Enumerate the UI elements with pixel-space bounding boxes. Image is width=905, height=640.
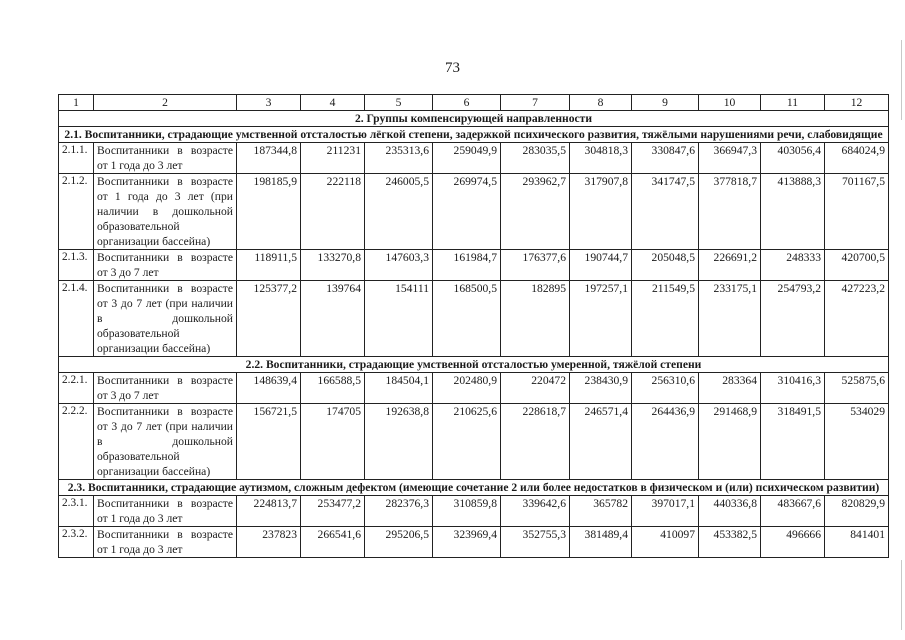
value-cell: 139764: [301, 281, 365, 357]
table-row: [59, 404, 889, 480]
table-row: [59, 373, 889, 404]
value-cell: 410097: [632, 527, 699, 558]
value-cell: 339642,6: [501, 496, 570, 527]
header-cell: 7: [501, 95, 570, 111]
value-cell: 397017,1: [632, 496, 699, 527]
table-row: [59, 281, 889, 357]
value-cell: 304818,3: [570, 143, 632, 174]
table-row: [59, 496, 889, 527]
value-cell: 133270,8: [301, 250, 365, 281]
subgroup-title: 2.2. Воспитанники, страдающие умственной отсталостью умеренной, тяжёлой степени: [59, 357, 889, 373]
value-cell: 187344,8: [237, 143, 301, 174]
value-cell: 684024,9: [825, 143, 889, 174]
row-code: 2.1.1.: [59, 143, 94, 174]
value-cell: 820829,9: [825, 496, 889, 527]
scan-edge-mark: [901, 560, 902, 630]
value-cell: 317907,8: [570, 174, 632, 250]
row-description: Воспитанники в возрасте от 3 до 7 лет: [94, 373, 237, 404]
value-cell: 283035,5: [501, 143, 570, 174]
value-cell: 256310,6: [632, 373, 699, 404]
value-cell: 483667,6: [761, 496, 825, 527]
table-row: [59, 250, 889, 281]
subgroup-title-row: [59, 127, 889, 143]
value-cell: 192638,8: [365, 404, 433, 480]
value-cell: 125377,2: [237, 281, 301, 357]
header-cell: 11: [761, 95, 825, 111]
value-cell: 168500,5: [433, 281, 501, 357]
value-cell: 534029: [825, 404, 889, 480]
header-cell: 6: [433, 95, 501, 111]
value-cell: 154111: [365, 281, 433, 357]
row-code: 2.3.1.: [59, 496, 94, 527]
header-cell: 1: [59, 95, 94, 111]
row-code: 2.1.2.: [59, 174, 94, 250]
row-code: 2.1.3.: [59, 250, 94, 281]
value-cell: 295206,5: [365, 527, 433, 558]
value-cell: 366947,3: [699, 143, 761, 174]
value-cell: 453382,5: [699, 527, 761, 558]
value-cell: 310859,8: [433, 496, 501, 527]
row-description: Воспитанники в возрасте от 3 до 7 лет (при наличии в дошкольной образовательной организации бассейна): [94, 281, 237, 357]
header-cell: 2: [94, 95, 237, 111]
value-cell: 365782: [570, 496, 632, 527]
value-cell: 211231: [301, 143, 365, 174]
table-row: [59, 527, 889, 558]
row-code: 2.2.1.: [59, 373, 94, 404]
header-cell: 5: [365, 95, 433, 111]
subgroup-title-row: [59, 480, 889, 496]
value-cell: 224813,7: [237, 496, 301, 527]
value-cell: 184504,1: [365, 373, 433, 404]
value-cell: 161984,7: [433, 250, 501, 281]
header-cell: 3: [237, 95, 301, 111]
value-cell: 174705: [301, 404, 365, 480]
value-cell: 253477,2: [301, 496, 365, 527]
row-code: 2.1.4.: [59, 281, 94, 357]
row-description: Воспитанники в возрасте от 3 до 7 лет: [94, 250, 237, 281]
value-cell: 377818,7: [699, 174, 761, 250]
value-cell: 266541,6: [301, 527, 365, 558]
value-cell: 403056,4: [761, 143, 825, 174]
value-cell: 283364: [699, 373, 761, 404]
value-cell: 176377,6: [501, 250, 570, 281]
row-description: Воспитанники в возрасте от 1 года до 3 лет: [94, 143, 237, 174]
value-cell: 222118: [301, 174, 365, 250]
value-cell: 238430,9: [570, 373, 632, 404]
value-cell: 282376,3: [365, 496, 433, 527]
value-cell: 118911,5: [237, 250, 301, 281]
value-cell: 220472: [501, 373, 570, 404]
value-cell: 226691,2: [699, 250, 761, 281]
page-number: 73: [445, 60, 460, 76]
row-description: Воспитанники в возрасте от 1 года до 3 лет: [94, 496, 237, 527]
value-cell: 156721,5: [237, 404, 301, 480]
value-cell: 420700,5: [825, 250, 889, 281]
value-cell: 233175,1: [699, 281, 761, 357]
value-cell: 210625,6: [433, 404, 501, 480]
header-cell: 10: [699, 95, 761, 111]
value-cell: 341747,5: [632, 174, 699, 250]
value-cell: 205048,5: [632, 250, 699, 281]
value-cell: 841401: [825, 527, 889, 558]
table-row: [59, 174, 889, 250]
subgroup-title-row: [59, 357, 889, 373]
row-description: Воспитанники в возрасте от 1 года до 3 лет (при наличии в дошкольной образовательной организации бассейна): [94, 174, 237, 250]
header-row: [59, 95, 889, 111]
header-cell: 9: [632, 95, 699, 111]
value-cell: 323969,4: [433, 527, 501, 558]
scan-edge-mark: [901, 40, 902, 120]
value-cell: 211549,5: [632, 281, 699, 357]
value-cell: 248333: [761, 250, 825, 281]
value-cell: 330847,6: [632, 143, 699, 174]
row-code: 2.2.2.: [59, 404, 94, 480]
value-cell: 318491,5: [761, 404, 825, 480]
value-cell: 197257,1: [570, 281, 632, 357]
subgroup-title: 2.1. Воспитанники, страдающие умственной отсталостью лёгкой степени, задержкой психического развития, тяжёлыми нарушениями речи, слабовидящие: [59, 127, 889, 143]
row-description: Воспитанники в возрасте от 3 до 7 лет (при наличии в дошкольной образовательной организации бассейна): [94, 404, 237, 480]
value-cell: 440336,8: [699, 496, 761, 527]
subgroup-title: 2.3. Воспитанники, страдающие аутизмом, сложным дефектом (имеющие сочетание 2 или более недостатков в физическом и (или) психическом развитии): [59, 480, 889, 496]
table-row: [59, 143, 889, 174]
value-cell: 235313,6: [365, 143, 433, 174]
header-cell: 12: [825, 95, 889, 111]
value-cell: 381489,4: [570, 527, 632, 558]
value-cell: 254793,2: [761, 281, 825, 357]
value-cell: 310416,3: [761, 373, 825, 404]
value-cell: 701167,5: [825, 174, 889, 250]
tariff-table: [58, 94, 889, 558]
value-cell: 525875,6: [825, 373, 889, 404]
value-cell: 293962,7: [501, 174, 570, 250]
value-cell: 269974,5: [433, 174, 501, 250]
value-cell: 237823: [237, 527, 301, 558]
value-cell: 147603,3: [365, 250, 433, 281]
value-cell: 496666: [761, 527, 825, 558]
value-cell: 198185,9: [237, 174, 301, 250]
value-cell: 291468,9: [699, 404, 761, 480]
value-cell: 190744,7: [570, 250, 632, 281]
value-cell: 427223,2: [825, 281, 889, 357]
header-cell: 4: [301, 95, 365, 111]
value-cell: 202480,9: [433, 373, 501, 404]
value-cell: 246005,5: [365, 174, 433, 250]
value-cell: 259049,9: [433, 143, 501, 174]
value-cell: 413888,3: [761, 174, 825, 250]
value-cell: 228618,7: [501, 404, 570, 480]
value-cell: 352755,3: [501, 527, 570, 558]
group-title: 2. Группы компенсирующей направленности: [59, 111, 889, 127]
value-cell: 182895: [501, 281, 570, 357]
value-cell: 166588,5: [301, 373, 365, 404]
value-cell: 148639,4: [237, 373, 301, 404]
value-cell: 246571,4: [570, 404, 632, 480]
group-title-row: [59, 111, 889, 127]
value-cell: 264436,9: [632, 404, 699, 480]
row-code: 2.3.2.: [59, 527, 94, 558]
header-cell: 8: [570, 95, 632, 111]
row-description: Воспитанники в возрасте от 1 года до 3 лет: [94, 527, 237, 558]
